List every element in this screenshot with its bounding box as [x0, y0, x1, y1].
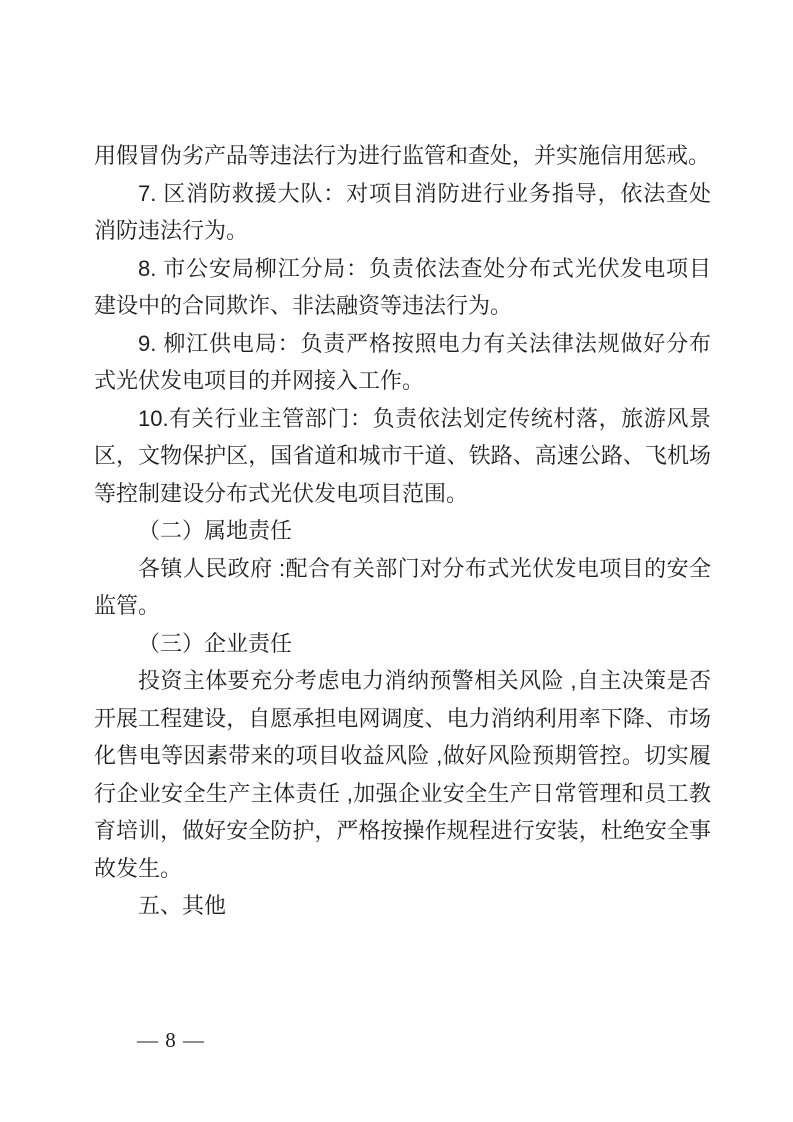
paragraph: 7. 区消防救援大队：对项目消防进行业务指导，依法查处消防违法行为。	[94, 180, 711, 243]
paragraph: 五、其他	[138, 893, 227, 918]
paragraph: （三）企业责任	[138, 630, 293, 656]
paragraph: 8. 市公安局柳江分局：负责依法查处分布式光伏发电项目建设中的合同欺诈、非法融资等违法行为。	[94, 255, 711, 318]
paragraph: 10.有关行业主管部门：负责依法划定传统村落，旅游风景区，文物保护区，国省道和城市干道、铁路、高速公路、飞机场等控制建设分布式光伏发电项目范围。	[94, 405, 711, 506]
paragraph: 各镇人民政府 :配合有关部门对分布式光伏发电项目的安全监管。	[94, 555, 711, 618]
paragraph: （二）属地责任	[138, 518, 293, 543]
paragraph: 用假冒伪劣产品等违法行为进行监管和查处，并实施信用惩戒。	[94, 143, 711, 168]
document-body	[94, 137, 711, 925]
paragraph: 9. 柳江供电局：负责严格按照电力有关法律法规做好分布式光伏发电项目的并网接入工作。	[94, 330, 711, 393]
page-number: — 8 —	[137, 1028, 205, 1052]
paragraph: 投资主体要充分考虑电力消纳预警相关风险 ,自主决策是否开展工程建设，自愿承担电网调度、电力消纳利用率下降、市场化售电等因素带来的项目收益风险 ,做好风险预期管控。切实履行企业安全生产主体责任 ,加强企业安全生产日常管理和员工教育培训，做好安全防护，严格按操作规程进行安装，杜绝安全事故发生。	[94, 668, 711, 881]
